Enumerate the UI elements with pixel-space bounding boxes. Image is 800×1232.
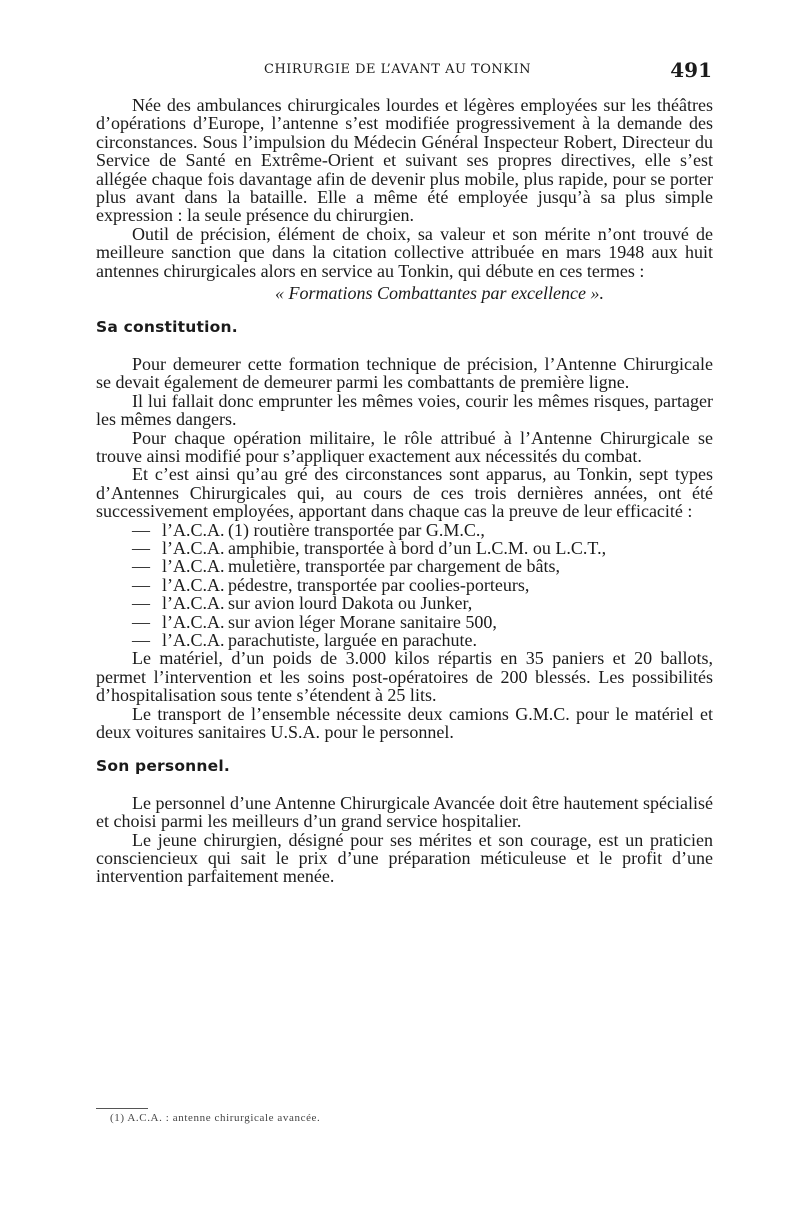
paragraph-types-intro: Et c’est ainsi qu’au gré des circonstances sont apparus, au Tonkin, sept types d’Antennes Chirurgicales qui, au cours de ces trois dernières années, ont été successivement employées, apportant dans chaque cas la preuve de leur efficacité :	[96, 464, 713, 522]
list-item: — l’A.C.A. muletière, transportée par chargement de bâts,	[132, 556, 561, 577]
antenna-types-list	[96, 521, 713, 650]
footnote-divider	[96, 1108, 148, 1109]
paragraph-surgeon: Le jeune chirurgien, désigné pour ses mérites et son courage, est un praticien consciencieux qui sait le prix d’une préparation méticuleuse et le profit d’une intervention parfaitement menée.	[96, 829, 713, 887]
list-item: — l’A.C.A. (1) routière transportée par G.M.C.,	[132, 519, 485, 540]
body-text	[96, 96, 713, 886]
list-item: — l’A.C.A. sur avion léger Morane sanitaire 500,	[132, 611, 497, 632]
list-item: — l’A.C.A. pédestre, transportée par coolies-porteurs,	[132, 574, 530, 595]
paragraph-risks: Il lui fallait donc emprunter les mêmes voies, courir les mêmes risques, partager les mêmes dangers.	[96, 390, 713, 430]
running-title: CHIRURGIE DE L’AVANT AU TONKIN	[264, 62, 532, 77]
page-number: 491	[670, 58, 712, 82]
running-header	[96, 60, 712, 84]
paragraph-transport: Le transport de l’ensemble nécessite deux camions G.M.C. pour le matériel et deux voitures sanitaires U.S.A. pour le personnel.	[96, 703, 713, 742]
footnote: (1) A.C.A. : antenne chirurgicale avancée.	[110, 1112, 321, 1124]
paragraph-material: Le matériel, d’un poids de 3.000 kilos répartis en 35 paniers et 20 ballots, permet l’intervention et les soins post-opératoires de 200 blessés. Les possibilités d’hospitalisation sous tente s’étendent à 25 lits.	[96, 648, 713, 706]
list-item: — l’A.C.A. parachutiste, larguée en parachute.	[132, 629, 478, 650]
section-heading-constitution: Sa constitution.	[96, 318, 238, 337]
paragraph-origin: Née des ambulances chirurgicales lourdes et légères employées sur les théâtres d’opérations d’Europe, l’antenne s’est modifiée progressivement à la demande des circonstances. Sous l’impulsion du Médecin Général Inspecteur Robert, Directeur du Service de Santé en Extrême-Orient et suivant ses propres directives, elle s’est allégée chaque fois davantage afin de devenir plus mobile, plus rapide, pour se porter plus avant dans la bataille. Elle a même été employée jusqu’à sa plus simple expression : la seule présence du chirurgien.	[96, 95, 713, 226]
paragraph-citation: Outil de précision, élément de choix, sa valeur et son mérite n’ont trouvé de meilleure sanction que dans la citation collective attribuée en mars 1948 aux huit antennes chirurgicales alors en service au Tonkin, qui débute en ces termes :	[96, 223, 713, 281]
paragraph-precision: Pour demeurer cette formation technique de précision, l’Antenne Chirurgicale se devait également de demeurer parmi les combattants de première ligne.	[96, 353, 713, 393]
list-item: — l’A.C.A. sur avion lourd Dakota ou Junker,	[132, 593, 473, 614]
citation-quote: « Formations Combattantes par excellence ».	[275, 283, 604, 304]
list-item: — l’A.C.A. amphibie, transportée à bord d’un L.C.M. ou L.C.T.,	[132, 537, 607, 558]
section-heading-personnel: Son personnel.	[96, 757, 230, 776]
paragraph-personnel: Le personnel d’une Antenne Chirurgicale Avancée doit être hautement spécialisé et choisi parmi les meilleurs d’un grand service hospitalier.	[96, 792, 713, 832]
paragraph-role: Pour chaque opération militaire, le rôle attribué à l’Antenne Chirurgicale se trouve ainsi modifié pour s’appliquer exactement aux nécessités du combat.	[96, 427, 713, 466]
